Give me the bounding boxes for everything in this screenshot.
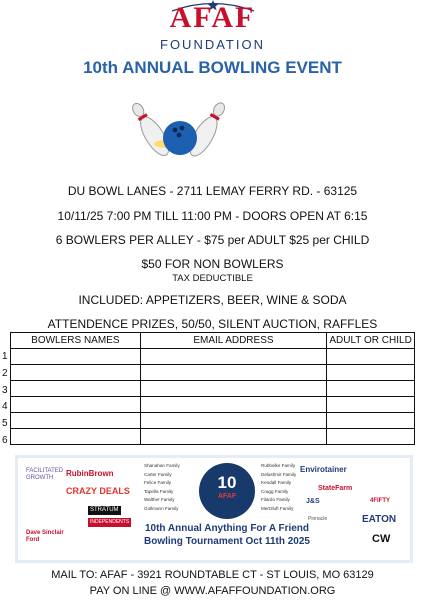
adult-child-cell[interactable]: [327, 349, 415, 365]
email-cell[interactable]: [140, 429, 326, 445]
table-row: [11, 397, 415, 413]
included-line: INCLUDED: APPETIZERS, BEER, WINE & SODA: [78, 293, 347, 307]
pay-online-line[interactable]: PAY ON LINE @ WWW.AFAFFOUNDATION.ORG: [89, 585, 336, 597]
table-row: [11, 381, 415, 397]
email-cell[interactable]: [140, 413, 326, 429]
bowler-name-cell[interactable]: [11, 413, 141, 429]
sponsor-banner: [15, 455, 413, 563]
list-item: Carter Family: [144, 471, 172, 477]
sponsor-logo: RubinBrown: [66, 469, 114, 478]
banner-title-line2: Bowling Tournament Oct 11th 2025: [144, 536, 310, 547]
col-header-email: EMAIL ADDRESS: [140, 333, 326, 349]
bowler-name-cell[interactable]: [11, 349, 141, 365]
sponsor-logo: J&S: [306, 498, 320, 505]
sponsor-logo: STRATUM: [90, 507, 119, 513]
registration-table: [10, 332, 415, 445]
prizes-line: ATTENDENCE PRIZES, 50/50, SILENT AUCTION, RAFFLES: [47, 317, 378, 331]
list-item: Filardo Family: [261, 497, 290, 502]
list-item: Mertzluft Family: [261, 505, 294, 511]
sponsor-logo: CRAZY DEALS: [66, 486, 130, 496]
table-row: [11, 429, 415, 445]
list-item: Gollmann Family: [144, 505, 179, 511]
list-item: Delashmit Family: [261, 471, 297, 477]
adult-child-cell[interactable]: [327, 429, 415, 445]
col-header-bowlers-names: BOWLERS NAMES: [11, 333, 141, 349]
row-number: 4: [2, 401, 8, 413]
family-names-col2: [261, 462, 296, 513]
bowler-name-cell[interactable]: [11, 397, 141, 413]
badge-afaf: AFAF: [217, 493, 237, 500]
bowler-name-cell[interactable]: [11, 365, 141, 381]
list-item: Tapella Family: [144, 488, 174, 494]
tax-deductible-line: TAX DEDUCTIBLE: [172, 273, 253, 284]
col-header-adult-child: ADULT OR CHILD: [327, 333, 415, 349]
mail-to-line: MAIL TO: AFAF - 3921 ROUNDTABLE CT - ST LOUIS, MO 63129: [51, 569, 374, 581]
sponsor-logo: INDEPENDENTS: [90, 519, 130, 525]
pricing-line: 6 BOWLERS PER ALLEY - $75 per ADULT $25 per CHILD: [55, 233, 370, 247]
list-item: Walther Family: [144, 497, 175, 502]
email-cell[interactable]: [140, 381, 326, 397]
sponsor-logo: EATON: [362, 514, 397, 525]
row-number: 5: [2, 418, 8, 430]
family-names-col1: [144, 462, 180, 513]
page-title: 10th ANNUAL BOWLING EVENT: [83, 58, 342, 77]
bowling-pins-ball-icon: [124, 92, 234, 172]
sponsor-logo: StateFarm: [318, 485, 353, 492]
email-cell[interactable]: [140, 365, 326, 381]
adult-child-cell[interactable]: [327, 381, 415, 397]
list-item: Kendall Family: [261, 480, 292, 485]
row-number: 3: [2, 384, 8, 396]
badge-number: 10: [217, 473, 237, 492]
row-number: 6: [2, 434, 8, 446]
tenth-anniversary-badge: [199, 463, 255, 519]
bowler-name-cell[interactable]: [11, 429, 141, 445]
list-item: Felice Family: [144, 480, 172, 485]
sponsor-logo: Dave Sinclair Ford: [26, 530, 64, 543]
non-bowlers-line: $50 FOR NON BOWLERS: [141, 257, 284, 271]
email-cell[interactable]: [140, 349, 326, 365]
sponsor-logo: FACILITATED GROWTH: [26, 468, 64, 481]
row-numbers: [2, 348, 10, 449]
list-item: Rubbelke Family: [261, 463, 296, 468]
table-row: [11, 365, 415, 381]
table-row: [11, 349, 415, 365]
row-number: 1: [2, 351, 8, 362]
bowler-name-cell[interactable]: [11, 381, 141, 397]
logo-wordmark: AFAF: [169, 1, 256, 34]
sponsor-logo: 4FIFTY: [370, 498, 391, 504]
list-item: Shanahan Family: [144, 463, 180, 468]
list-item: Cragg Family: [261, 488, 289, 494]
sponsor-logo: Pinnacle: [308, 516, 328, 522]
sponsor-logo: CW: [372, 533, 391, 545]
table-header-row: [11, 333, 415, 349]
table-row: [11, 413, 415, 429]
email-cell[interactable]: [140, 397, 326, 413]
adult-child-cell[interactable]: [327, 413, 415, 429]
logo-foundation-label: FOUNDATION: [160, 37, 265, 52]
adult-child-cell[interactable]: [327, 365, 415, 381]
venue-line: DU BOWL LANES - 2711 LEMAY FERRY RD. - 63125: [67, 184, 358, 198]
adult-child-cell[interactable]: [327, 397, 415, 413]
row-number: 2: [2, 367, 8, 379]
datetime-line: 10/11/25 7:00 PM TILL 11:00 PM - DOORS OPEN AT 6:15: [57, 209, 368, 223]
banner-title-line1: 10th Annual Anything For A Friend: [144, 523, 310, 534]
sponsor-logo: Envirotainer: [300, 465, 347, 474]
